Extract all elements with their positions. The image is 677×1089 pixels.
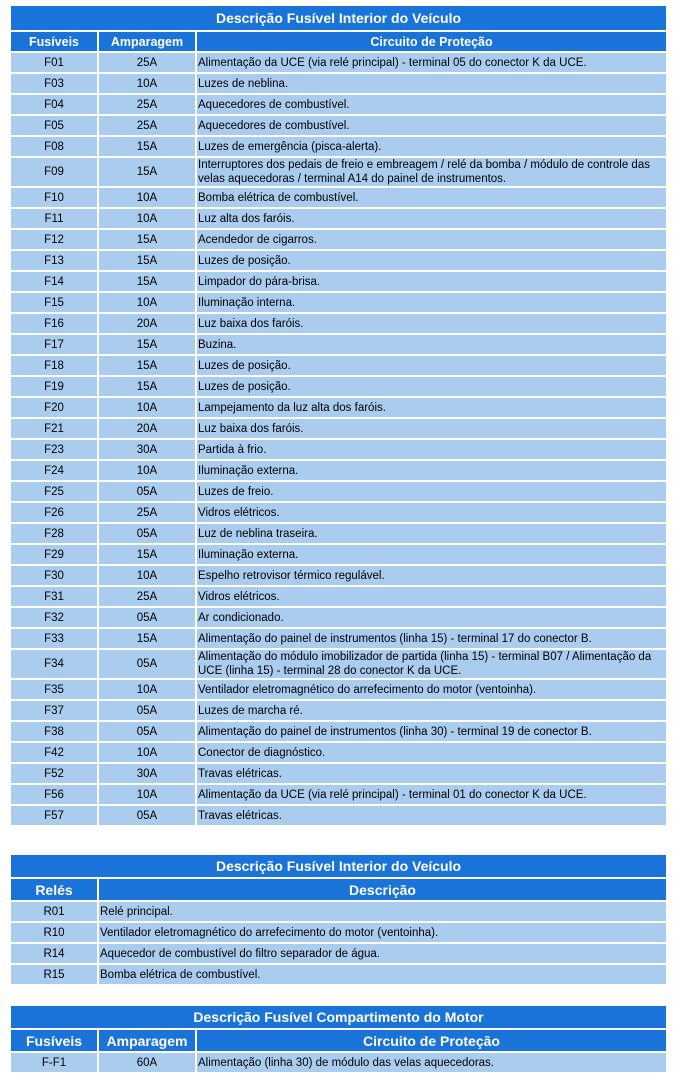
amperage-cell: 10A	[99, 188, 195, 207]
amperage-cell: 15A	[99, 377, 195, 396]
table-row	[11, 158, 666, 186]
amperage-cell: 10A	[99, 74, 195, 93]
circuit-cell: Luzes de neblina.	[197, 74, 666, 93]
circuit-cell: Luzes de posição.	[197, 251, 666, 270]
fuse-id-cell: F03	[11, 74, 97, 93]
amperage-cell: 05A	[99, 524, 195, 543]
relay-id-cell: R01	[11, 902, 97, 921]
table-row	[11, 251, 666, 270]
fuse-id-cell: F28	[11, 524, 97, 543]
circuit-cell: Alimentação da UCE (via relé principal) - terminal 05 do conector K da UCE.	[197, 53, 666, 72]
circuit-cell: Buzina.	[197, 335, 666, 354]
circuit-cell: Vidros elétricos.	[197, 587, 666, 606]
amperage-cell: 15A	[99, 137, 195, 156]
circuit-cell: Luzes de emergência (pisca-alerta).	[197, 137, 666, 156]
fuse-id-cell: F25	[11, 482, 97, 501]
amperage-cell: 05A	[99, 608, 195, 627]
table-row	[11, 335, 666, 354]
table-row	[11, 356, 666, 375]
amperage-cell: 15A	[99, 251, 195, 270]
circuit-cell: Ventilador eletromagnético do arrefecimento do motor (ventoinha).	[197, 680, 666, 699]
fuse-id-cell: F26	[11, 503, 97, 522]
relay-id-cell: R15	[11, 965, 97, 984]
amperage-cell: 10A	[99, 680, 195, 699]
table-row	[11, 314, 666, 333]
description-cell: Bomba elétrica de combustível.	[99, 965, 666, 984]
fuse-id-cell: F31	[11, 587, 97, 606]
circuit-cell: Luz baixa dos faróis.	[197, 314, 666, 333]
column-header-reles: Relés	[11, 879, 97, 900]
table-row	[11, 137, 666, 156]
circuit-cell: Lampejamento da luz alta dos faróis.	[197, 398, 666, 417]
table-row	[11, 650, 666, 678]
table-row	[11, 209, 666, 228]
circuit-cell: Luz de neblina traseira.	[197, 524, 666, 543]
amperage-cell: 05A	[99, 722, 195, 741]
fuse-id-cell: F14	[11, 272, 97, 291]
amperage-cell: 15A	[99, 158, 195, 186]
column-header-circuito: Circuito de Proteção	[197, 32, 666, 51]
circuit-cell: Espelho retrovisor térmico regulável.	[197, 566, 666, 585]
fuse-id-cell: F52	[11, 764, 97, 783]
table-row	[11, 74, 666, 93]
table-row	[11, 461, 666, 480]
column-header-amparagem: Amparagem	[99, 1030, 195, 1051]
table-row	[11, 545, 666, 564]
fuse-id-cell: F17	[11, 335, 97, 354]
circuit-cell: Aquecedores de combustível.	[197, 116, 666, 135]
table-row	[11, 923, 666, 942]
circuit-cell: Conector de diagnóstico.	[197, 743, 666, 762]
fuse-id-cell: F24	[11, 461, 97, 480]
amperage-cell: 15A	[99, 356, 195, 375]
amperage-cell: 60A	[99, 1053, 195, 1072]
amperage-cell: 05A	[99, 482, 195, 501]
fuse-id-cell: F56	[11, 785, 97, 804]
column-header-amparagem: Amparagem	[99, 32, 195, 51]
circuit-cell: Luzes de freio.	[197, 482, 666, 501]
table-title: Descrição Fusível Interior do Veículo	[11, 6, 666, 30]
fuse-id-cell: F38	[11, 722, 97, 741]
circuit-cell: Luzes de posição.	[197, 356, 666, 375]
amperage-cell: 25A	[99, 95, 195, 114]
circuit-cell: Alimentação (linha 30) de módulo das velas aquecedoras.	[197, 1053, 666, 1072]
amperage-cell: 10A	[99, 209, 195, 228]
circuit-cell: Alimentação do painel de instrumentos (linha 15) - terminal 17 do conector B.	[197, 629, 666, 648]
amperage-cell: 25A	[99, 116, 195, 135]
fuse-id-cell: F34	[11, 650, 97, 678]
table-row	[11, 272, 666, 291]
circuit-cell: Aquecedores de combustível.	[197, 95, 666, 114]
circuit-cell: Iluminação interna.	[197, 293, 666, 312]
amperage-cell: 15A	[99, 545, 195, 564]
description-cell: Ventilador eletromagnético do arrefecimento do motor (ventoinha).	[99, 923, 666, 942]
amperage-cell: 25A	[99, 503, 195, 522]
circuit-cell: Alimentação da UCE (via relé principal) - terminal 01 do conector K da UCE.	[197, 785, 666, 804]
fuse-id-cell: F32	[11, 608, 97, 627]
circuit-cell: Iluminação externa.	[197, 461, 666, 480]
table-row	[11, 293, 666, 312]
table-row	[11, 587, 666, 606]
table-row	[11, 944, 666, 963]
table-row	[11, 965, 666, 984]
column-header-circuito: Circuito de Proteção	[197, 1030, 666, 1051]
amperage-cell: 05A	[99, 806, 195, 825]
amperage-cell: 30A	[99, 440, 195, 459]
table-row	[11, 566, 666, 585]
table-row	[11, 785, 666, 804]
table-row	[11, 680, 666, 699]
table-title: Descrição Fusível Compartimento do Motor	[11, 1006, 666, 1028]
table-row	[11, 398, 666, 417]
amperage-cell: 20A	[99, 314, 195, 333]
fuse-id-cell: F11	[11, 209, 97, 228]
column-header-fusiveis: Fusíveis	[11, 32, 97, 51]
circuit-cell: Alimentação do módulo imobilizador de partida (linha 15) - terminal B07 / Alimentação da UCE (linha 15) - terminal 28 do conector K da UCE.	[197, 650, 666, 678]
fuse-table-engine	[9, 1004, 668, 1074]
circuit-cell: Luzes de marcha ré.	[197, 701, 666, 720]
relay-table	[9, 853, 668, 986]
circuit-cell: Acendedor de cigarros.	[197, 230, 666, 249]
fuse-id-cell: F12	[11, 230, 97, 249]
fuse-id-cell: F23	[11, 440, 97, 459]
fuse-id-cell: F-F1	[11, 1053, 97, 1072]
fuse-id-cell: F37	[11, 701, 97, 720]
amperage-cell: 05A	[99, 701, 195, 720]
table-row	[11, 743, 666, 762]
fuse-id-cell: F16	[11, 314, 97, 333]
fuse-id-cell: F21	[11, 419, 97, 438]
fuse-id-cell: F29	[11, 545, 97, 564]
amperage-cell: 30A	[99, 764, 195, 783]
table-title: Descrição Fusível Interior do Veículo	[11, 855, 666, 877]
table-row	[11, 95, 666, 114]
fuse-id-cell: F20	[11, 398, 97, 417]
fuse-id-cell: F09	[11, 158, 97, 186]
amperage-cell: 25A	[99, 53, 195, 72]
circuit-cell: Alimentação do painel de instrumentos (linha 30) - terminal 19 de conector B.	[197, 722, 666, 741]
fuse-id-cell: F05	[11, 116, 97, 135]
column-header-fusiveis: Fusíveis	[11, 1030, 97, 1051]
amperage-cell: 20A	[99, 419, 195, 438]
table-row	[11, 701, 666, 720]
amperage-cell: 10A	[99, 743, 195, 762]
fuse-id-cell: F13	[11, 251, 97, 270]
fuse-id-cell: F33	[11, 629, 97, 648]
table-row	[11, 230, 666, 249]
fuse-id-cell: F35	[11, 680, 97, 699]
fuse-table-interior	[9, 4, 668, 827]
amperage-cell: 10A	[99, 293, 195, 312]
relay-id-cell: R10	[11, 923, 97, 942]
table-row	[11, 806, 666, 825]
fuse-id-cell: F18	[11, 356, 97, 375]
circuit-cell: Bomba elétrica de combustível.	[197, 188, 666, 207]
column-header-descricao: Descrição	[99, 879, 666, 900]
amperage-cell: 05A	[99, 650, 195, 678]
table-row	[11, 902, 666, 921]
circuit-cell: Luz baixa dos faróis.	[197, 419, 666, 438]
amperage-cell: 15A	[99, 335, 195, 354]
fuse-id-cell: F19	[11, 377, 97, 396]
table-row	[11, 116, 666, 135]
fuse-id-cell: F57	[11, 806, 97, 825]
table-row	[11, 1053, 666, 1072]
circuit-cell: Vidros elétricos.	[197, 503, 666, 522]
table-row	[11, 188, 666, 207]
fuse-id-cell: F08	[11, 137, 97, 156]
table-row	[11, 722, 666, 741]
circuit-cell: Interruptores dos pedais de freio e embreagem / relé da bomba / módulo de controle das velas aquecedoras / terminal A14 do painel de instrumentos.	[197, 158, 666, 186]
amperage-cell: 10A	[99, 785, 195, 804]
circuit-cell: Ar condicionado.	[197, 608, 666, 627]
table-row	[11, 524, 666, 543]
amperage-cell: 15A	[99, 629, 195, 648]
circuit-cell: Luzes de posição.	[197, 377, 666, 396]
fuse-id-cell: F15	[11, 293, 97, 312]
circuit-cell: Travas elétricas.	[197, 806, 666, 825]
fuse-id-cell: F30	[11, 566, 97, 585]
amperage-cell: 10A	[99, 566, 195, 585]
table-row	[11, 419, 666, 438]
amperage-cell: 15A	[99, 230, 195, 249]
description-cell: Relé principal.	[99, 902, 666, 921]
table-row	[11, 53, 666, 72]
amperage-cell: 10A	[99, 398, 195, 417]
amperage-cell: 25A	[99, 587, 195, 606]
relay-id-cell: R14	[11, 944, 97, 963]
table-row	[11, 629, 666, 648]
fuse-id-cell: F04	[11, 95, 97, 114]
fuse-id-cell: F42	[11, 743, 97, 762]
table-row	[11, 503, 666, 522]
table-row	[11, 440, 666, 459]
fuse-id-cell: F01	[11, 53, 97, 72]
circuit-cell: Travas elétricas.	[197, 764, 666, 783]
table-row	[11, 764, 666, 783]
table-row	[11, 377, 666, 396]
circuit-cell: Luz alta dos faróis.	[197, 209, 666, 228]
circuit-cell: Limpador do pára-brisa.	[197, 272, 666, 291]
circuit-cell: Iluminação externa.	[197, 545, 666, 564]
fuse-id-cell: F10	[11, 188, 97, 207]
table-row	[11, 482, 666, 501]
table-row	[11, 608, 666, 627]
circuit-cell: Partida à frio.	[197, 440, 666, 459]
description-cell: Aquecedor de combustível do filtro separador de água.	[99, 944, 666, 963]
amperage-cell: 15A	[99, 272, 195, 291]
amperage-cell: 10A	[99, 461, 195, 480]
